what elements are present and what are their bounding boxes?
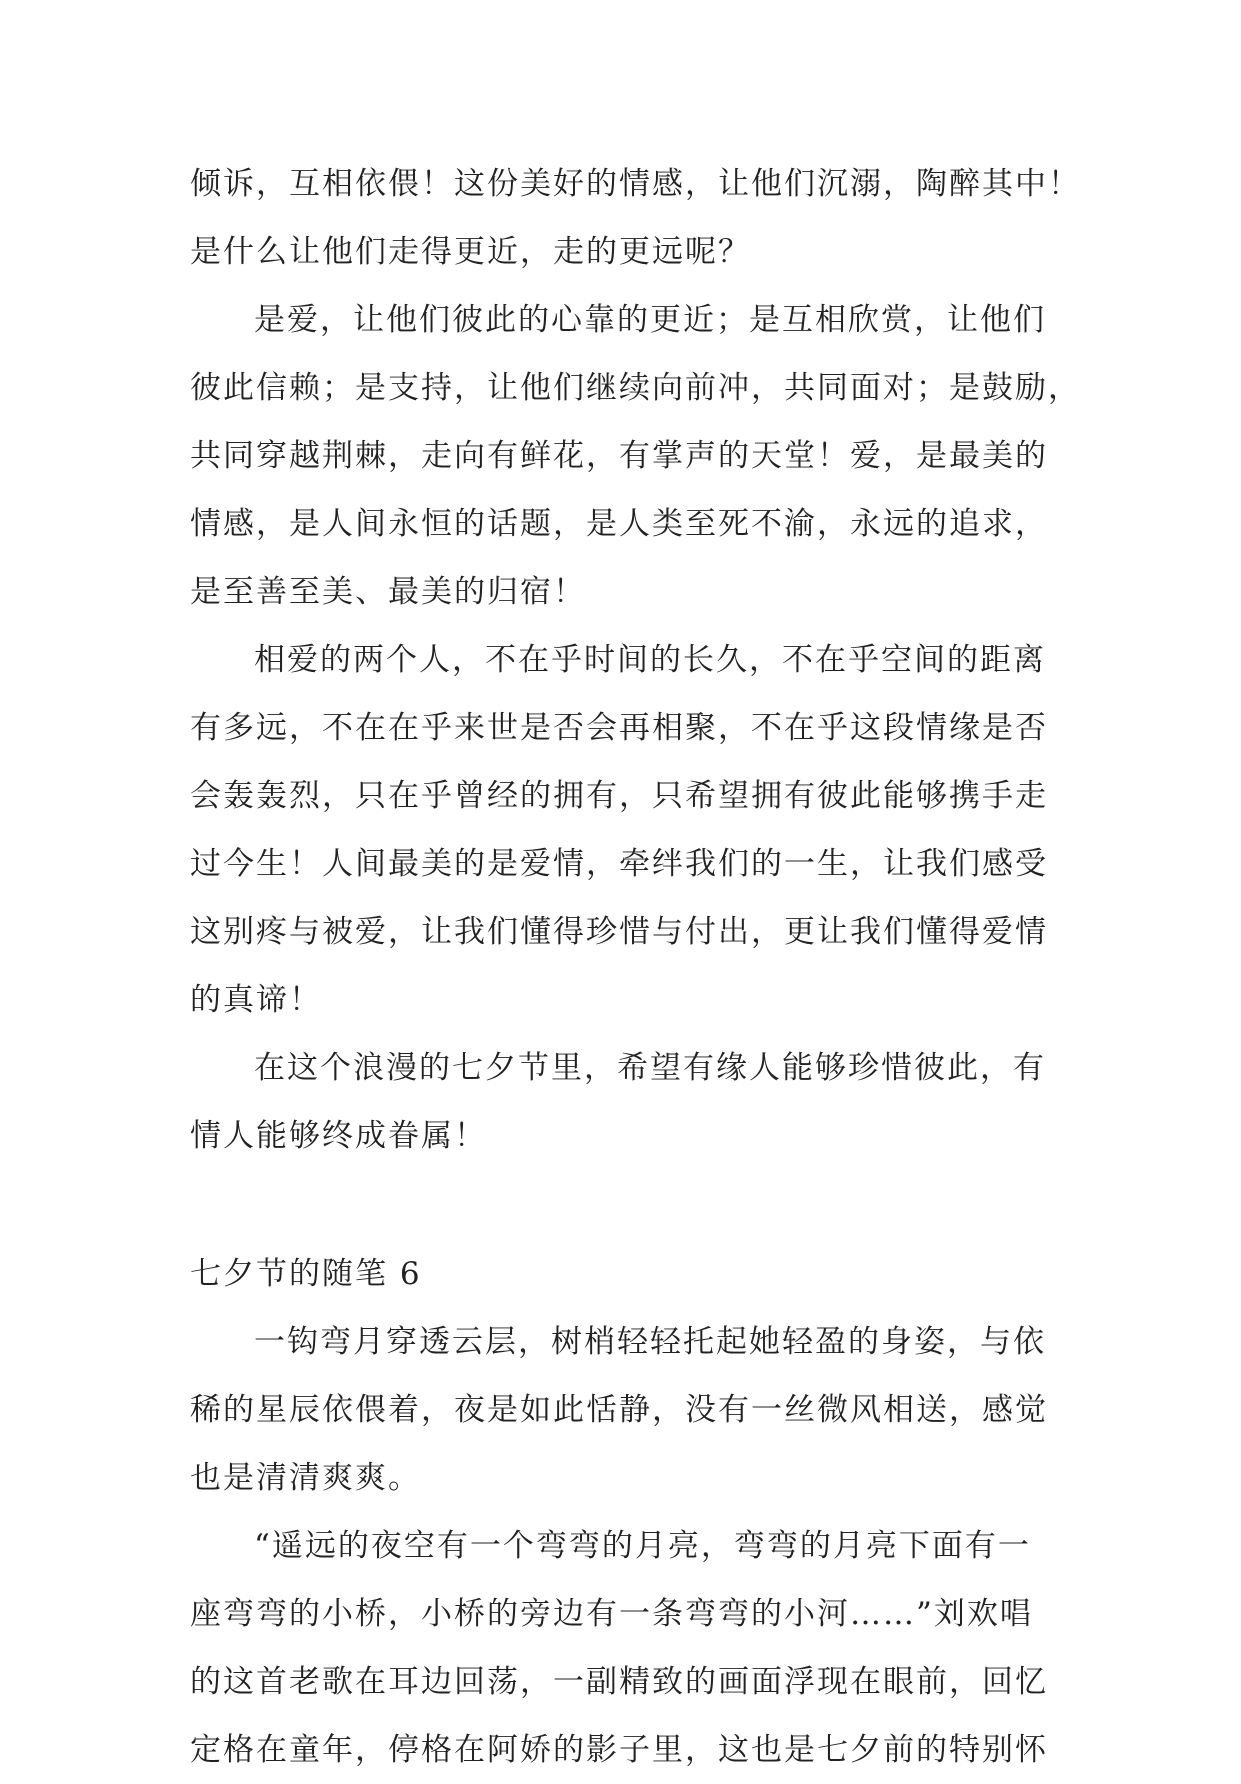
paragraph-line: 是爱，让他们彼此的心靠的更近；是互相欣赏，让他们	[254, 302, 1046, 338]
paragraph-line: 这别疼与被爱，让我们懂得珍惜与付出，更让我们懂得爱情	[190, 914, 1048, 950]
paragraph-line: 共同穿越荆棘，走向有鲜花，有掌声的天堂！爱，是最美的	[190, 438, 1048, 474]
paragraph-line: 座弯弯的小桥，小桥的旁边有一条弯弯的小河……”刘欢唱	[190, 1596, 1033, 1632]
paragraph-line: 有多远，不在在乎来世是否会再相聚，不在乎这段情缘是否	[190, 710, 1048, 746]
section-heading: 七夕节的随笔 6	[190, 1256, 422, 1292]
section-spacer	[190, 1170, 1050, 1240]
paragraph-line: 一钩弯月穿透云层，树梢轻轻托起她轻盈的身姿，与依	[254, 1324, 1046, 1360]
paragraph-line: 彼此信赖；是支持，让他们继续向前冲，共同面对；是鼓励，	[190, 370, 1081, 406]
paragraph-line: 的真谛！	[190, 982, 322, 1018]
paragraph-line: 是什么让他们走得更近，走的更远呢？	[190, 234, 751, 270]
paragraph-line: 定格在童年，停格在阿娇的影子里，这也是七夕前的特别怀	[190, 1732, 1048, 1768]
paragraph-line: 情感，是人间永恒的话题，是人类至死不渝，永远的追求，	[190, 506, 1048, 542]
paragraph-line: 过今生！人间最美的是爱情，牵绊我们的一生，让我们感受	[190, 846, 1048, 882]
paragraph-line: 情人能够终成眷属！	[190, 1118, 487, 1154]
document-body	[190, 150, 1081, 1784]
paragraph-line: “遥远的夜空有一个弯弯的月亮，弯弯的月亮下面有一	[254, 1528, 1031, 1564]
paragraph-line: 稀的星辰依偎着，夜是如此恬静，没有一丝微风相送，感觉	[190, 1392, 1048, 1428]
paragraph-line: 是至善至美、最美的归宿！	[190, 574, 586, 610]
paragraph-line: 相爱的两个人，不在乎时间的长久，不在乎空间的距离	[254, 642, 1046, 678]
paragraph-line: 会轰轰烈，只在乎曾经的拥有，只希望拥有彼此能够携手走	[190, 778, 1048, 814]
paragraph-line: 也是清清爽爽。	[190, 1460, 421, 1496]
paragraph-line: 的这首老歌在耳边回荡，一副精致的画面浮现在眼前，回忆	[190, 1664, 1048, 1700]
paragraph-line: 倾诉，互相依偎！这份美好的情感，让他们沉溺，陶醉其中！	[190, 166, 1081, 202]
paragraph-line: 在这个浪漫的七夕节里，希望有缘人能够珍惜彼此，有	[254, 1050, 1046, 1086]
